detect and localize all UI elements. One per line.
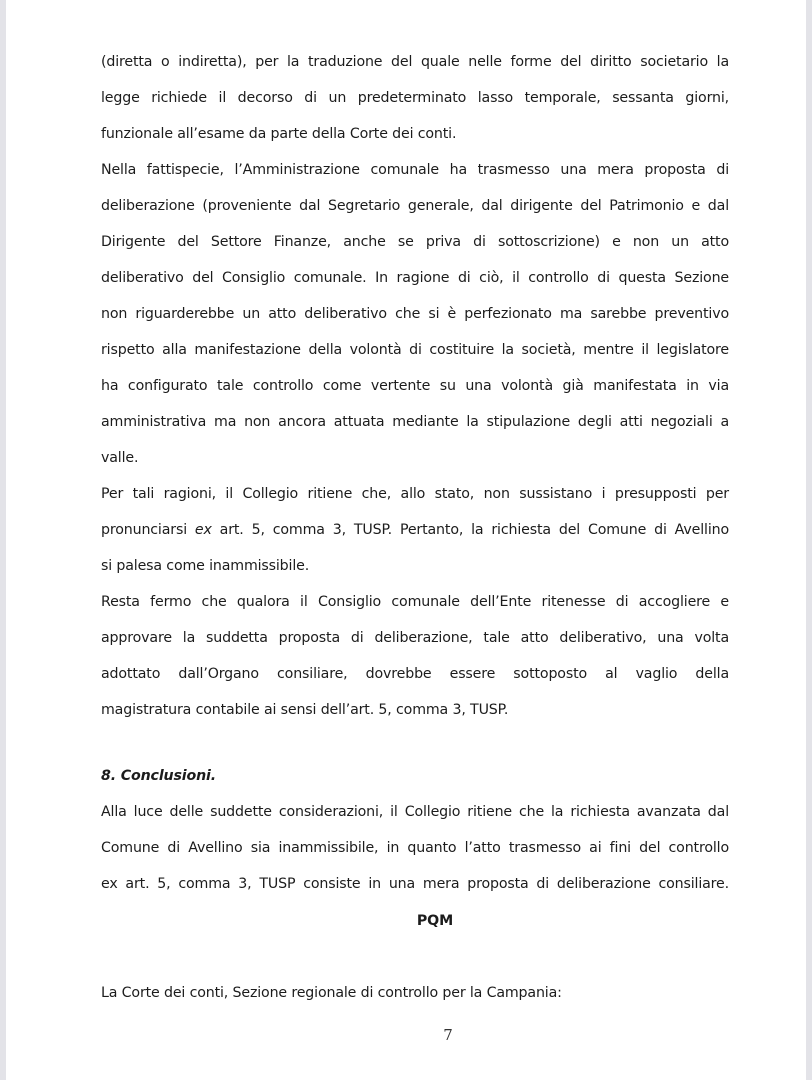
closing-line: La Corte dei conti, Sezione regionale di controllo per la Campania: bbox=[101, 985, 562, 1001]
text-fragment: pronunciarsi bbox=[101, 522, 195, 538]
text-line: non riguarderebbe un atto deliberativo che si è perfezionato ma sarebbe preventivo bbox=[101, 306, 729, 322]
paragraph-ragioni bbox=[101, 476, 729, 584]
right-page-edge bbox=[806, 0, 812, 1080]
left-page-edge bbox=[0, 0, 6, 1080]
text-line: Alla luce delle suddette considerazioni, il Collegio ritiene che la richiesta avanzata dal bbox=[101, 804, 729, 820]
section-heading: 8. Conclusioni. bbox=[101, 768, 216, 784]
paragraph-conclusion bbox=[101, 794, 729, 902]
text-line: deliberativo del Consiglio comunale. In ragione di ciò, il controllo di questa Sezione bbox=[101, 270, 729, 286]
text-line: legge richiede il decorso di un predeterminato lasso temporale, sessanta giorni, bbox=[101, 90, 729, 106]
text-line: valle. bbox=[101, 450, 139, 466]
text-line: Resta fermo che qualora il Consiglio comunale dell’Ente ritenesse di accogliere e bbox=[101, 594, 729, 610]
page-number: 7 bbox=[443, 1026, 453, 1044]
text-line: Comune di Avellino sia inammissibile, in quanto l’atto trasmesso ai fini del controllo bbox=[101, 840, 729, 856]
paragraph-continuation bbox=[101, 44, 729, 152]
text-line: deliberazione (proveniente dal Segretario generale, dal dirigente del Patrimonio e dal bbox=[101, 198, 729, 214]
paragraph-resta-fermo bbox=[101, 584, 729, 728]
text-line: approvare la suddetta proposta di deliberazione, tale atto deliberativo, una volta bbox=[101, 630, 729, 646]
text-line: ha configurato tale controllo come vertente su una volontà già manifestata in via bbox=[101, 378, 729, 394]
text-line: Dirigente del Settore Finanze, anche se priva di sottoscrizione) e non un atto bbox=[101, 234, 729, 250]
text-line-with-italic bbox=[101, 512, 729, 548]
text-line: amministrativa ma non ancora attuata mediante la stipulazione degli atti negoziali a bbox=[101, 414, 729, 430]
pqm-heading: PQM bbox=[416, 913, 454, 929]
paragraph-fattispecie bbox=[101, 152, 729, 476]
document-page bbox=[101, 44, 729, 1011]
text-fragment: art. 5, comma 3, TUSP. Pertanto, la richiesta del Comune di Avellino bbox=[211, 522, 729, 538]
text-line: funzionale all’esame da parte della Corte dei conti. bbox=[101, 126, 457, 142]
text-line: rispetto alla manifestazione della volontà di costituire la società, mentre il legislatore bbox=[101, 342, 729, 358]
text-line: ex art. 5, comma 3, TUSP consiste in una mera proposta di deliberazione consiliare. bbox=[101, 876, 729, 892]
text-line: Per tali ragioni, il Collegio ritiene che, allo stato, non sussistano i presupposti per bbox=[101, 486, 729, 502]
text-line: adottato dall’Organo consiliare, dovrebbe essere sottoposto al vaglio della bbox=[101, 666, 729, 682]
text-line: magistratura contabile ai sensi dell’art. 5, comma 3, TUSP. bbox=[101, 702, 509, 718]
text-line: (diretta o indiretta), per la traduzione del quale nelle forme del diritto societario la bbox=[101, 54, 729, 70]
text-line: si palesa come inammissibile. bbox=[101, 558, 310, 574]
text-line: Nella fattispecie, l’Amministrazione comunale ha trasmesso una mera proposta di bbox=[101, 162, 729, 178]
blank-space bbox=[101, 728, 729, 758]
blank-space bbox=[101, 939, 729, 975]
italic-ex: ex bbox=[194, 522, 212, 538]
